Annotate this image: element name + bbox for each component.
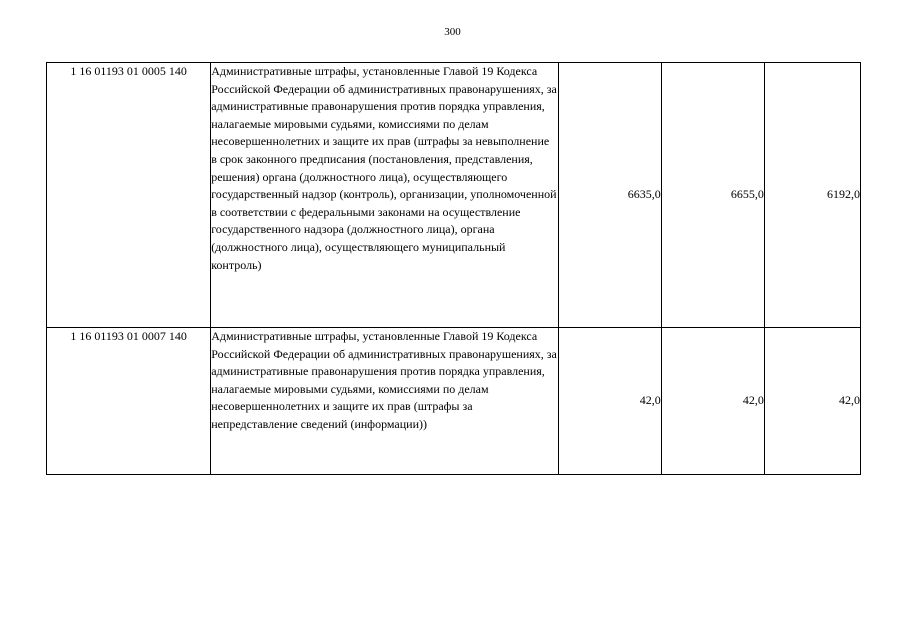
budget-code-cell: 1 16 01193 01 0007 140 bbox=[47, 328, 211, 475]
value-cell-year-2: 42,0 bbox=[661, 328, 764, 475]
value-cell-year-3: 6192,0 bbox=[764, 63, 860, 328]
value-cell-year-3: 42,0 bbox=[764, 328, 860, 475]
budget-code-cell: 1 16 01193 01 0005 140 bbox=[47, 63, 211, 328]
table-row bbox=[47, 328, 861, 475]
page-number: 300 bbox=[444, 26, 461, 38]
description-cell: Административные штрафы, установленные Главой 19 Кодекса Российской Федерации об административных правонарушениях, за административные правонарушения против порядка управления, налагаемые мировыми судьями, комиссиями по делам несовершеннолетних и защите их прав (штрафы за невыполнение в срок законного предписания (постановления, представления, решения) органа (должностного лица), осуществляющего государственный надзор (контроль), организации, уполномоченной в соответствии с федеральными законами на осуществление государственного надзора (должностного лица), органа (должностного лица), осуществляющего муниципальный контроль) bbox=[211, 63, 558, 328]
description-cell: Административные штрафы, установленные Главой 19 Кодекса Российской Федерации об административных правонарушениях, за административные правонарушения против порядка управления, налагаемые мировыми судьями, комиссиями по делам несовершеннолетних и защите их прав (штрафы за непредставление сведений (информации)) bbox=[211, 328, 558, 475]
budget-table bbox=[46, 62, 861, 475]
value-cell-year-2: 6655,0 bbox=[661, 63, 764, 328]
value-cell-year-1: 42,0 bbox=[558, 328, 661, 475]
value-cell-year-1: 6635,0 bbox=[558, 63, 661, 328]
table-row bbox=[47, 63, 861, 328]
